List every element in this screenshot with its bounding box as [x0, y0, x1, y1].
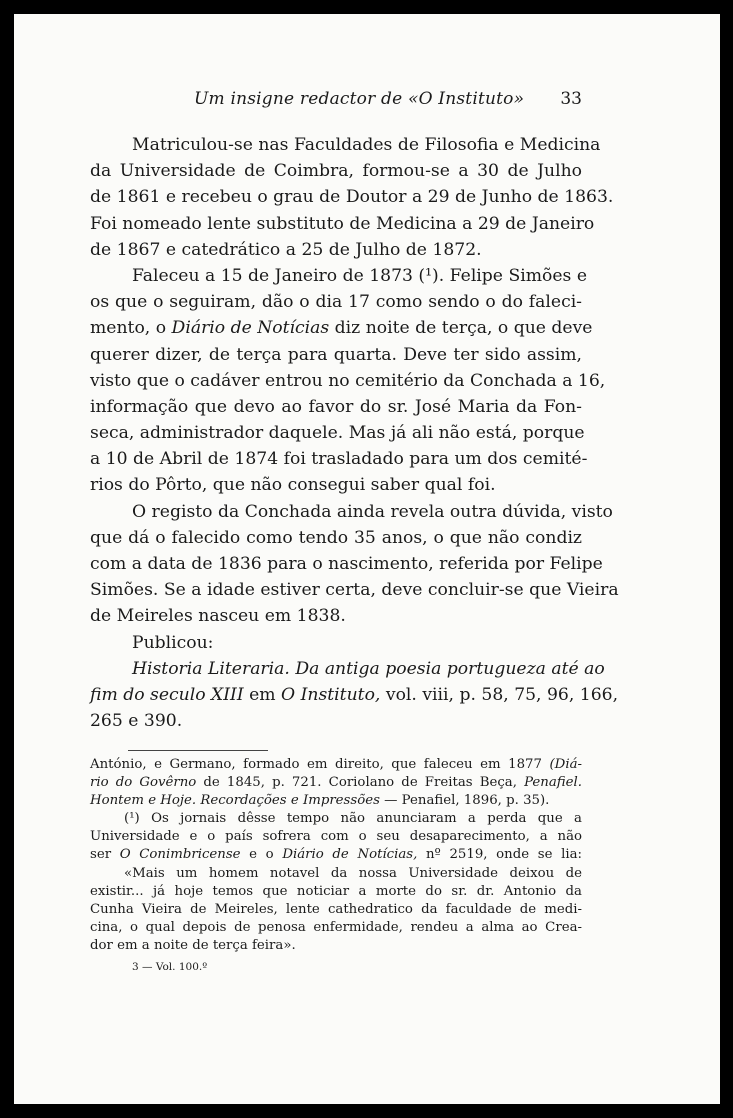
text-line: Foi nomeado lente substituto de Medicina a 29 de Janeiro [90, 213, 595, 234]
footnote-line [90, 792, 582, 810]
footnote-line [90, 756, 582, 774]
text-run: O Conimbricense [119, 847, 241, 863]
text-line: que dá o falecido como tendo 35 anos, o que não condiz [90, 527, 582, 548]
text-line: Simões. Se a idade estiver certa, deve concluir-se que Vieira [90, 580, 619, 601]
running-header [90, 89, 582, 113]
work-title-line: Historia Literaria. Da antiga poesia portugueza até ao [132, 658, 605, 679]
text-line: informação que devo ao favor do sr. José Maria da Fon- [90, 396, 582, 417]
printer-signature: 3 — Vol. 100.º [132, 961, 208, 973]
footnote-line: Universidade e o país sofrera com o seu desaparecimento, a não [90, 829, 582, 845]
text-run: ser [90, 847, 120, 863]
page [14, 14, 720, 1104]
text-line: 265 e 390. [90, 711, 183, 732]
text-run: e o [240, 847, 283, 863]
footnote-line: «Mais um homem notavel da nossa Universidade deixou de [124, 865, 582, 881]
journal-title: O Instituto, [281, 684, 381, 705]
footnote-line: Cunha Vieira de Meireles, lente cathedratico da faculdade de medi- [90, 901, 582, 917]
text-run: rio do Govêrno [90, 775, 197, 791]
text-line: Publicou: [132, 632, 214, 653]
text-line: de Meireles nasceu em 1838. [90, 606, 346, 627]
text-line [90, 315, 593, 341]
work-title-end: fim do seculo XIII [90, 684, 244, 705]
footnote-line [90, 774, 582, 792]
text-line: querer dizer, de terça para quarta. Deve ter sido assim, [90, 344, 582, 365]
text-run: Penafiel. [524, 775, 582, 791]
text-line: os que o seguiram, dão o dia 17 como sendo o do faleci- [90, 292, 582, 313]
footnote-line: cina, o qual depois de penosa enfermidade, rendeu a alma ao Crea- [90, 919, 582, 935]
text-run: vol. viii, p. 58, 75, 96, 166, [380, 684, 619, 705]
text-run: mento, o [90, 318, 172, 339]
footnote-line: (¹) Os jornais dêsse tempo não anunciaram a perda que a [124, 811, 582, 827]
text-run: diz noite de terça, o que deve [329, 318, 593, 339]
text-line: da Universidade de Coimbra, formou-se a 30 de Julho [90, 161, 582, 182]
footnote-line: dor em a noite de terça feira». [90, 937, 296, 953]
text-line: O registo da Conchada ainda revela outra dúvida, visto [132, 501, 613, 522]
footnotes [90, 756, 582, 955]
text-run: em [243, 684, 282, 705]
text-line: Matriculou-se nas Faculdades de Filosofia e Medicina [132, 135, 601, 155]
text-line: rios do Pôrto, que não consegui saber qual foi. [90, 475, 496, 496]
newspaper-title: Diário de Notícias [171, 318, 330, 339]
text-run: de 1845, p. 721. Coriolano de Freitas Beça, [196, 775, 525, 791]
text-line [90, 682, 619, 708]
footnote-line: existir... já hoje temos que noticiar a morte do sr. dr. Antonio da [90, 883, 582, 899]
body-text [90, 132, 619, 734]
text-run: — Penafiel, 1896, p. 35). [379, 793, 550, 809]
footnote-divider [128, 750, 268, 751]
text-run: nº 2519, onde se lia: [417, 847, 582, 863]
footnote-line [90, 846, 582, 864]
text-line: de 1867 e catedrático a 25 de Julho de 1872. [90, 239, 482, 260]
text-line: a 10 de Abril de 1874 foi trasladado para um dos cemité- [90, 449, 588, 470]
text-run: Diário de Notícias, [282, 847, 418, 863]
running-title: Um insigne redactor de «O Instituto» [194, 89, 525, 109]
text-run: Hontem e Hoje. Recordações e Impressões [90, 793, 380, 809]
text-line: com a data de 1836 para o nascimento, referida por Felipe [90, 554, 603, 574]
text-line: Faleceu a 15 de Janeiro de 1873 (¹). Felipe Simões e [132, 265, 587, 286]
text-run: António, e Germano, formado em direito, que faleceu em 1877 [90, 757, 550, 772]
text-line: visto que o cadáver entrou no cemitério da Conchada a 16, [90, 370, 606, 391]
page-number: 33 [560, 89, 582, 109]
text-line: de 1861 e recebeu o grau de Doutor a 29 de Junho de 1863. [90, 187, 614, 208]
text-line: seca, administrador daquele. Mas já ali não está, porque [90, 423, 585, 444]
text-run: (Diá- [549, 757, 582, 772]
